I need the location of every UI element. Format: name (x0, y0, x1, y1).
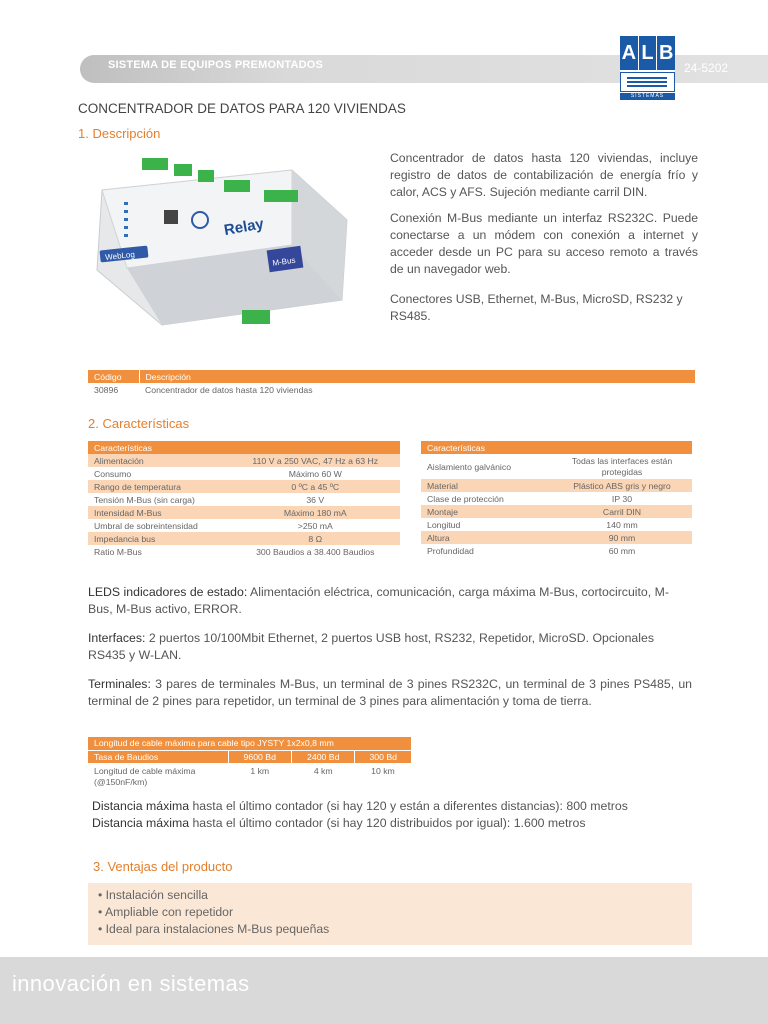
distance-line-1 (92, 798, 692, 815)
table-cell: 4 km (313, 766, 333, 776)
terminals-label: Terminales: (88, 677, 151, 691)
table-cell: Impedancia bus (88, 532, 231, 545)
device-model-label: WebLog (104, 249, 136, 262)
table-cell: Consumo (94, 468, 132, 479)
table-cell: 0 ºC a 45 ºC (231, 480, 400, 493)
code-cell: 30896 (94, 384, 119, 395)
alb-logo (620, 36, 675, 100)
section-2-title: 2. Características (88, 416, 190, 431)
distance-line-2 (92, 815, 692, 832)
table-cell: Aislamiento galvánico (427, 461, 512, 472)
device-bus-label: M-Bus (271, 255, 297, 268)
table-cell: Umbral de sobreintensidad (94, 520, 198, 531)
table-header: 300 Bd (355, 750, 411, 763)
table-cell: Clase de protección (427, 493, 504, 504)
table-cell: Montaje (421, 505, 552, 518)
interfaces-paragraph (88, 630, 692, 664)
distance-text: hasta el último contador (si hay 120 distribuidos por igual): 1.600 metros (189, 816, 586, 830)
features-table-left (88, 441, 400, 558)
table-cell: 36 V (306, 494, 325, 505)
description-paragraph-1: Concentrador de datos hasta 120 viviendas, incluye registro de datos de contabilización de energía frío y calor, ACS y AFS. Sujeción mediante carril DIN. (390, 151, 698, 199)
section-1-title: 1. Descripción (78, 126, 161, 141)
leds-paragraph (88, 584, 692, 618)
distance-label: Distancia máxima (92, 816, 190, 830)
logo-letter-a: A (620, 36, 638, 70)
description-header: Descripción (139, 370, 695, 383)
logo-letter-b: B (657, 36, 675, 70)
footer-tagline: innovación en sistemas (12, 971, 250, 996)
table-cell: 8 Ω (231, 532, 400, 545)
table-header: 2400 Bd (291, 750, 354, 763)
table-header: Características (421, 441, 692, 454)
description-paragraph-3: Conectores USB, Ethernet, M-Bus, MicroSD, RS232 y RS485. (390, 292, 683, 323)
logo-letter-l: L (639, 36, 657, 70)
section-3-title: 3. Ventajas del producto (93, 859, 233, 874)
leds-text: Alimentación eléctrica, comunicación, carga máxima M-Bus, cortocircuito, M-Bus, M-Bus activo, ERROR. (88, 585, 669, 616)
terminals-paragraph (88, 676, 692, 710)
table-cell: Material (421, 479, 552, 492)
logo-graphic (620, 72, 675, 92)
table-cell: Profundidad (427, 545, 474, 556)
table-header: Tasa de Baudios (88, 750, 228, 763)
table-cell: Plástico ABS gris y negro (552, 479, 692, 492)
interfaces-label: Interfaces: (88, 631, 146, 645)
header-title: SISTEMA DE EQUIPOS PREMONTADOS (108, 59, 324, 71)
table-cell: Intensidad M-Bus (88, 506, 231, 519)
distance-text: hasta el último contador (si hay 120 y están a diferentes distancias): 800 metros (189, 799, 628, 813)
table-cell: Longitud (427, 519, 461, 530)
table-cell: 10 km (371, 766, 395, 776)
description-cell: Concentrador de datos hasta 120 viviendas (145, 384, 313, 395)
table-cell: IP 30 (611, 493, 633, 504)
table-cell: Todas las interfaces están protegidas (571, 455, 673, 477)
cable-table-title: Longitud de cable máxima para cable tipo JYSTY 1x2x0,8 mm (88, 737, 411, 750)
logo-subtitle: SISTEMAS (620, 93, 675, 100)
list-item: • Ideal para instalaciones M-Bus pequeñas (98, 922, 330, 936)
table-cell: Máximo 60 W (288, 468, 342, 479)
table-cell: 1 km (250, 766, 270, 776)
code-header: Código (88, 370, 139, 383)
list-item: • Instalación sencilla (98, 888, 208, 902)
table-cell: >250 mA (297, 520, 333, 531)
table-cell: 110 V a 250 VAC, 47 Hz a 63 Hz (231, 454, 400, 467)
benefits-list (88, 883, 692, 945)
table-cell: Máximo 180 mA (231, 506, 400, 519)
cable-length-table (88, 737, 411, 791)
leds-label: LEDS indicadores de estado: (88, 585, 248, 599)
distance-label: Distancia máxima (92, 799, 190, 813)
table-cell: 60 mm (608, 545, 636, 556)
table-cell: Tensión M-Bus (sin carga) (94, 494, 195, 505)
table-header: 9600 Bd (228, 750, 291, 763)
table-cell: Rango de temperatura (88, 480, 231, 493)
terminals-text: 3 pares de terminales M-Bus, un terminal de 3 pines RS232C, un terminal de 3 pines PS485, un terminal de 2 pines para repetidor, un terminal de 3 pines para alimentación y toma de tierra. (88, 677, 692, 708)
code-table (88, 370, 695, 396)
table-cell: 300 Baudios a 38.400 Baudios (256, 546, 375, 557)
table-cell: 140 mm (606, 519, 638, 530)
table-header: Características (88, 441, 400, 454)
document-code: 24-5202 (684, 61, 729, 75)
table-cell: Alimentación (88, 454, 231, 467)
list-item: • Ampliable con repetidor (98, 905, 234, 919)
document-title: CONCENTRADOR DE DATOS PARA 120 VIVIENDAS (78, 101, 406, 116)
interfaces-text: 2 puertos 10/100Mbit Ethernet, 2 puertos USB host, RS232, Repetidor, MicroSD. Opcionales RS435 y W-LAN. (88, 631, 654, 662)
table-cell: Ratio M-Bus (94, 546, 142, 557)
device-brand-label: Relay (222, 215, 266, 240)
table-cell: 90 mm (552, 531, 692, 544)
features-table-right (421, 441, 692, 557)
table-cell: Altura (421, 531, 552, 544)
table-cell: Carril DIN (552, 505, 692, 518)
table-cell: Longitud de cable máxima (@150nF/km) (94, 766, 196, 787)
device-image (92, 150, 362, 340)
description-paragraph-2: Conexión M-Bus mediante un interfaz RS232C. Puede conectarse a un módem con conexión a internet y acceder desde un PC para su acceso remoto a través de un navegador web. (390, 211, 698, 276)
